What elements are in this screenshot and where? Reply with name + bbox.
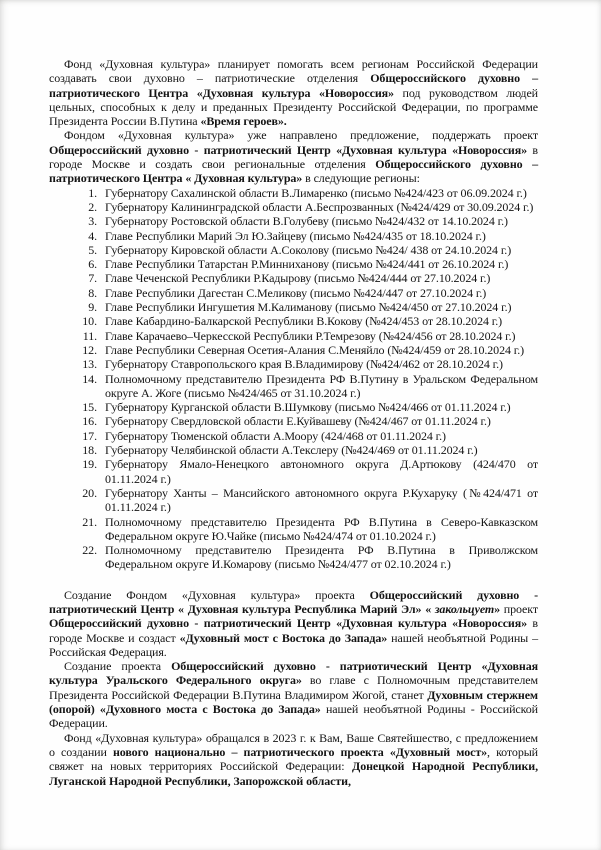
- text-run: Губернатору Ставропольского края В.Владимирову (№424/462 от 28.10.2024 г.): [105, 357, 503, 372]
- recipient-list-item: [105, 515, 538, 544]
- text-run: Создание проекта: [64, 659, 172, 674]
- text-run: в следующие регионы:: [302, 171, 420, 186]
- text-run: «: [421, 601, 435, 616]
- text-run: «Духовный мост с Востока до Запада»: [179, 630, 388, 645]
- text-run: Общероссийский духовно - патриотический Центр «Духовная культура «Новороссия»: [49, 616, 528, 631]
- text-run: Фонд «Духовная культура» планирует помогать всем регионам Российской Федерации создавать свои духовно – патриотические отделения: [49, 57, 538, 86]
- recipients-numbered-list: [49, 186, 538, 572]
- text-run: Губернатору Свердловской области Е.Куйвашеву (№424/467 от 01.11.2024 г.): [105, 414, 491, 429]
- paragraph: [49, 588, 538, 659]
- paragraph: [49, 731, 538, 788]
- recipient-list-item: [105, 314, 538, 328]
- text-run: «Время героев».: [200, 114, 287, 129]
- recipient-list-item: [105, 271, 538, 285]
- text-run: Главе Кабардино-Балкарской Республики В.Кокову (№424/453 от 28.10.2024 г.): [105, 314, 503, 329]
- recipient-list-item: [105, 329, 538, 343]
- blank-line: [49, 572, 538, 588]
- text-run: Губернатору Тюменской области А.Моору (424/468 от 01.11.2024 г.): [105, 428, 446, 443]
- recipient-list-item: [105, 400, 538, 414]
- text-run: Губернатору Сахалинской области В.Лимаренко (письмо №424/423 от 06.09.2024 г.): [105, 185, 527, 200]
- text-run: Общероссийского духовно – патриотического Центра «Духовная культура «Новороссия»: [49, 71, 539, 100]
- recipient-list-item: [105, 243, 538, 257]
- paragraph: [49, 57, 538, 128]
- text-run: Главе Республики Ингушетия М.Калиманову (письмо №424/450 от 27.10.2024 г.): [105, 300, 512, 315]
- text-run: , который свяжет на новых территориях Российской Федерации:: [49, 744, 538, 774]
- text-run: Губернатору Кировской области А.Соколову (письмо №424/ 438 от 24.10.2024 г.): [105, 242, 512, 257]
- recipient-list-item: [105, 186, 538, 200]
- text-run: Губернатору Курганской области В.Шумкову (письмо №424/466 от 01.11.2024 г.): [105, 400, 511, 415]
- text-run: Полномочному представителю Президента РФ В.Путина в Приволжском Федеральном округе И.Комарову (письмо №424/477 от 02.10.2024 г.): [105, 543, 538, 572]
- text-run: »: [494, 601, 501, 616]
- recipient-list-item: [105, 257, 538, 271]
- text-run: нашей необъятной Родины - Российской Федерации.: [49, 702, 538, 731]
- recipient-list-item: [105, 357, 538, 371]
- recipient-list-item: [105, 543, 538, 572]
- text-run: в городе Москве и создаст: [49, 616, 538, 645]
- text-run: Общероссийского духовно – патриотического Центра « Духовная культура»: [49, 157, 539, 186]
- paragraph: [49, 128, 538, 185]
- text-run: Губернатору Калининградской области А.Беспрозванных (№424/429 от 30.09.2024 г.): [105, 199, 534, 214]
- text-run: Главе Республики Марий Эл Ю.Зайцеву (письмо №424/435 от 18.10.2024 г.): [105, 228, 486, 243]
- recipient-list-item: [105, 443, 538, 457]
- text-run: Губернатору Челябинской области А.Текслеру (№424/469 от 01.11.2024 г.): [105, 443, 478, 458]
- text-run: Главе Республики Татарстан Р.Минниханову (письмо №424/441 от 26.10.2024 г.): [105, 257, 509, 272]
- text-run: Фонд «Духовная культура» обращался в 2023 г. к Вам, Ваше Святейшество, с предложением о создании: [49, 730, 538, 759]
- text-run: Полномочному представителю Президента РФ В.Путину в Уральском Федеральном округе А. Жоге (письмо №424/465 от 31.10.2024 г.): [105, 371, 538, 400]
- text-run: Общероссийский духовно - патриотический Центр « Духовная культура Республика Марий Эл»: [49, 587, 538, 616]
- text-run: Общероссийский духовно - патриотический Центр «Духовная культура «Новороссия»: [49, 142, 528, 157]
- paragraph: [49, 659, 538, 730]
- text-run: Главе Чеченской Республики Р.Кадырову (письмо №424/444 от 27.10.2024 г.): [105, 271, 491, 286]
- text-run: в городе Москве и создать свои региональные отделения: [49, 142, 538, 172]
- text-run: Главе Карачаево–Черкесской Республики Р.Темрезову (№424/456 от 28.10.2024 г.): [105, 328, 516, 343]
- recipient-list-item: [105, 429, 538, 443]
- text-run: Донецкой Народной Республики, Луганской Народной Республики, Запорожской области,: [49, 759, 538, 788]
- recipient-list-item: [105, 286, 538, 300]
- text-run: Полномочному представителю Президента РФ В.Путина в Северо-Кавказском Федеральном округе Ю.Чайке (письмо №424/474 от 01.10.2024 г.): [105, 514, 538, 543]
- text-run: во главе с Полномочным представителем Президента Российской Федерации В.Путина Владимиром Жогой, станет: [49, 673, 538, 702]
- text-run: Главе Республики Дагестан С.Меликову (письмо №424/447 от 27.10.2024 г.): [105, 285, 487, 300]
- text-run: Духовным стержнем (опорой) «Духовного моста с Востока до Запада»: [49, 687, 539, 717]
- recipient-list-item: [105, 200, 538, 214]
- text-run: Губернатору Ханты – Мансийского автономного округа Р.Кухаруку (№424/471 от 01.11.2024 г.): [105, 485, 538, 515]
- recipient-list-item: [105, 414, 538, 428]
- text-run: проект: [500, 601, 538, 616]
- text-run: нового национально – патриотического проекта «Духовный мост»: [112, 744, 488, 759]
- recipient-list-item: [105, 343, 538, 357]
- text-run: Губернатору Ямало-Ненецкого автономного округа Д.Артюкову (424/470 от 01.11.2024 г.): [105, 457, 538, 486]
- text-run: Главе Республики Северная Осетия-Алания С.Меняйло (№424/459 от 28.10.2024 г.): [105, 342, 525, 357]
- text-run: закольцует: [434, 601, 495, 616]
- recipient-list-item: [105, 486, 538, 515]
- recipient-list-item: [105, 300, 538, 314]
- recipient-list-item: [105, 457, 538, 486]
- text-run: нашей необъятной Родины – Российская Федерация.: [49, 630, 538, 659]
- text-run: Создание Фондом «Духовная культура» проекта: [64, 587, 370, 602]
- text-run: Общероссийский духовно - патриотический Центр «Духовная культура Уральского Федерального округа»: [49, 659, 538, 688]
- text-run: Фондом «Духовная культура» уже направлено предложение, поддержать проект: [64, 128, 538, 143]
- document-content: [49, 57, 538, 788]
- recipient-list-item: [105, 372, 538, 401]
- recipient-list-item: [105, 214, 538, 228]
- text-run: Губернатору Ростовской области В.Голубеву (письмо №424/432 от 14.10.2024 г.): [105, 214, 508, 229]
- text-run: под руководством людей цельных, способных к делу и преданных Президенту Российской Федерации, по программе Президента России В.Путина: [49, 85, 538, 129]
- recipient-list-item: [105, 229, 538, 243]
